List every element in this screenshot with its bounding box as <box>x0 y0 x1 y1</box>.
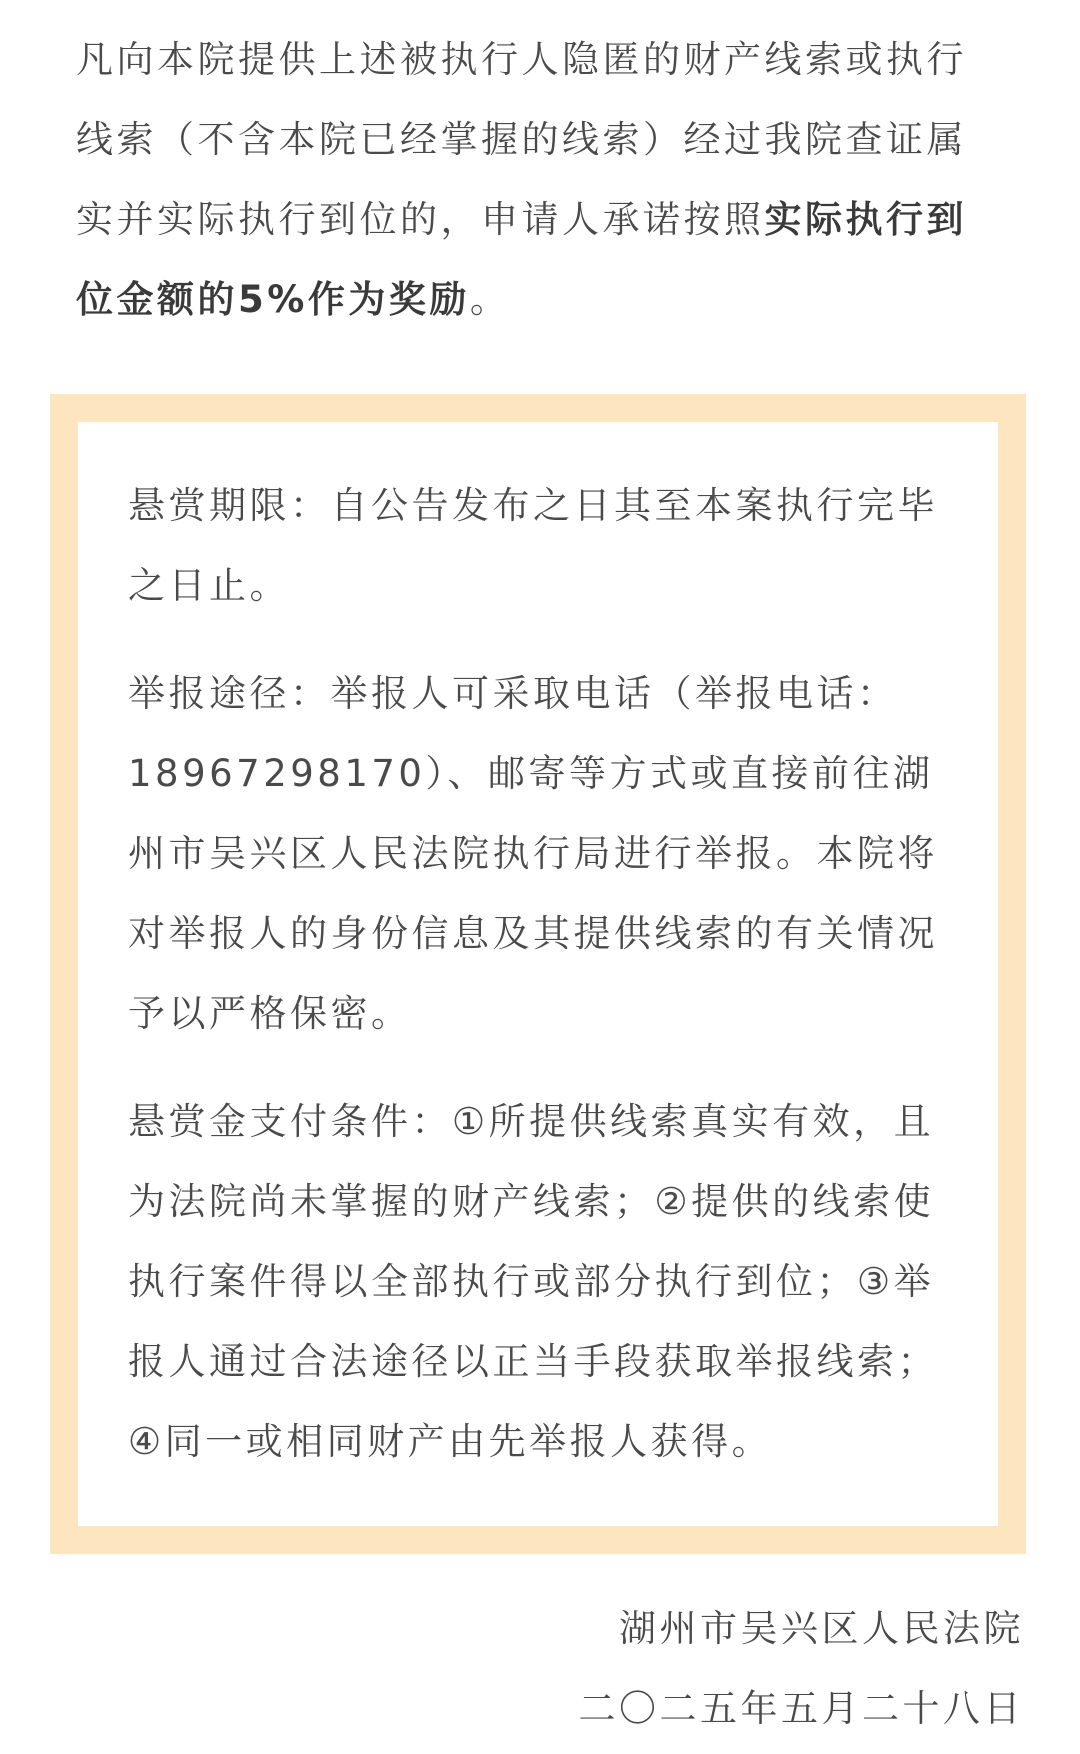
payment-conditions: 悬赏金支付条件：①所提供线索真实有效，且为法院尚未掌握的财产线索；②提供的线索使执行案件得以全部执行或部分执行到位；③举报人通过合法途径以正当手段获取举报线索；④同一或相同财产由先举报人获得。 <box>128 1100 938 1463</box>
court-signature: 湖州市吴兴区人民法院 <box>619 1607 1024 1650</box>
report-channel: 举报途径：举报人可采取电话（举报电话：18967298170）、邮寄等方式或直接前往湖州市吴兴区人民法院执行局进行举报。本院将对举报人的身份信息及其提供线索的有关情况予以严格保密。 <box>128 672 938 1035</box>
intro-bold-text: 实际执行到位金额的5%作为奖励 <box>76 198 967 321</box>
reward-period: 悬赏期限：自公告发布之日其至本案执行完毕之日止。 <box>128 484 938 607</box>
reward-box-inner <box>78 422 998 1526</box>
reward-box <box>50 394 1026 1554</box>
intro-text: 凡向本院提供上述被执行人隐匿的财产线索或执行线索（不含本院已经掌握的线索）经过我院查证属实并实际执行到位的，申请人承诺按照 <box>76 38 967 241</box>
signature-date: 二〇二五年五月二十八日 <box>578 1687 1024 1730</box>
intro-end: 。 <box>469 278 511 321</box>
intro-paragraph <box>76 20 1006 340</box>
